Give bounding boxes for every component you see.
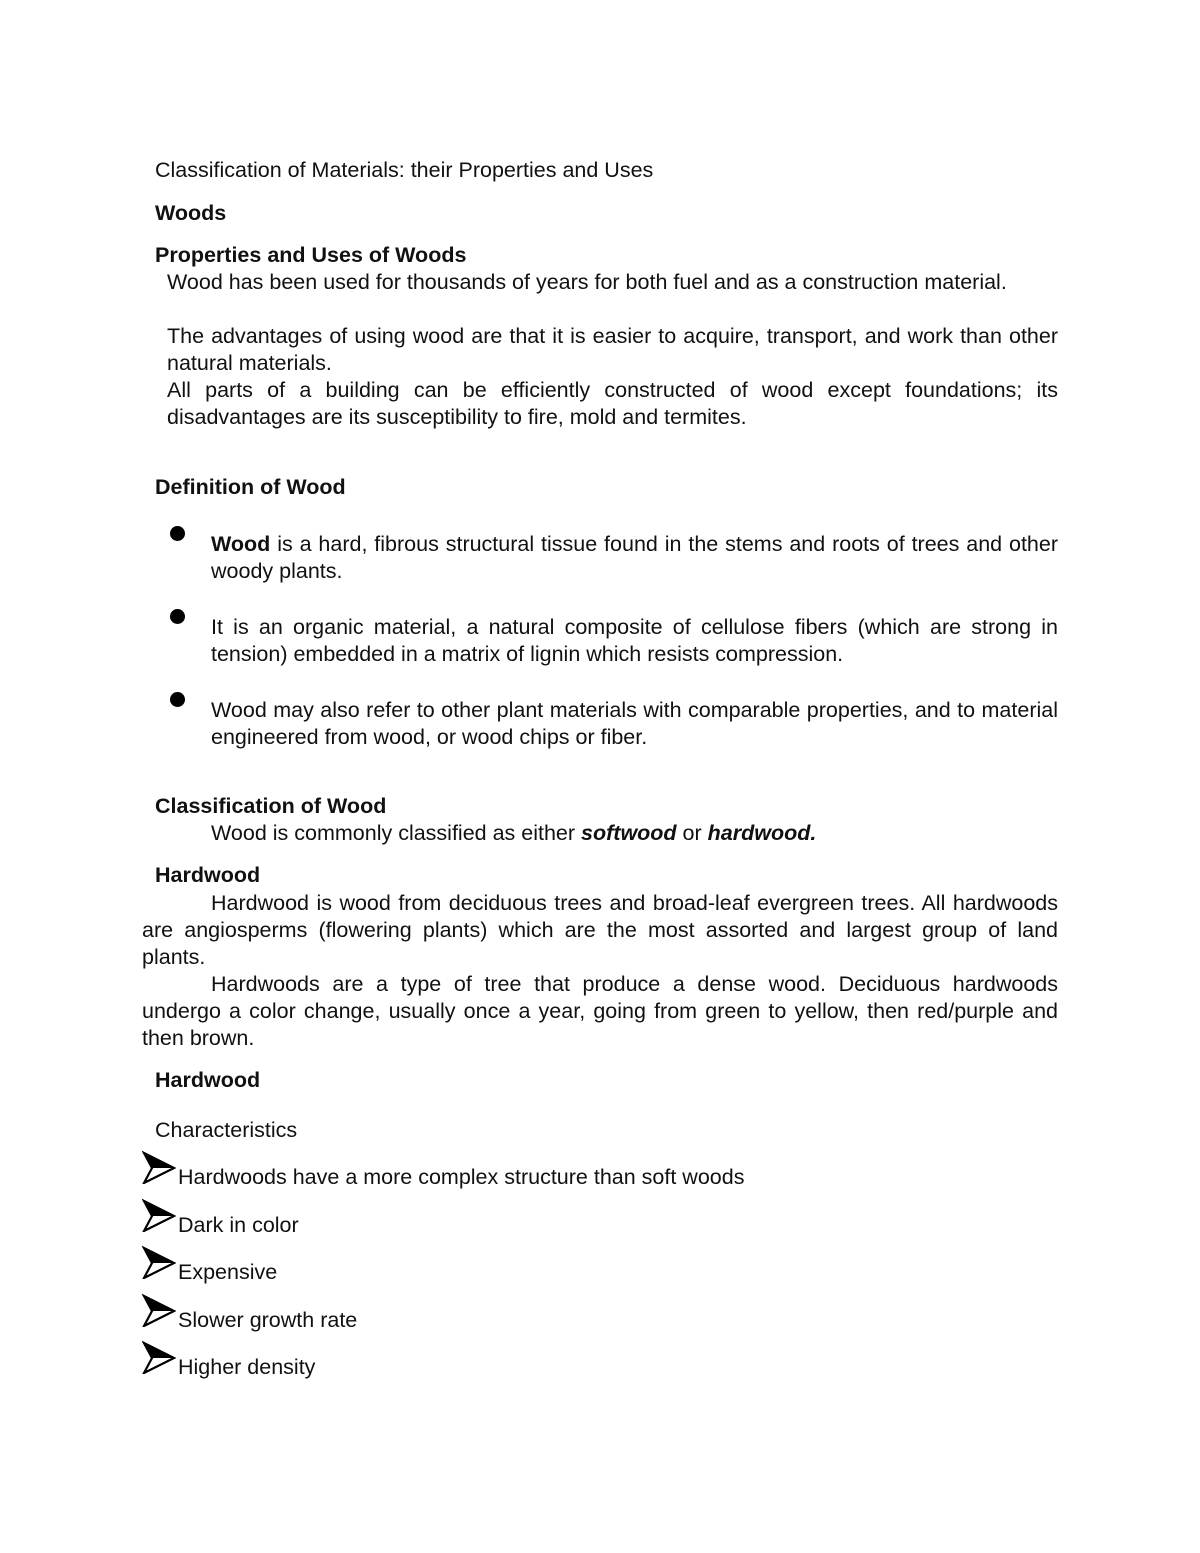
arrow-bullet-icon [142,1198,176,1232]
hardwood-paragraph-1: Hardwood is wood from deciduous trees and broad-leaf evergreen trees. All hardwoods are angiosperms (flowering plants) which are the most assorted and largest group of land plants. [142,891,1058,969]
properties-paragraph-3: All parts of a building can be efficiently constructed of wood except foundations; its disadvantages are its susceptibility to fire, mold and termites. [167,378,1058,429]
definition-bullet-1-text: is a hard, fibrous structural tissue found in the stems and roots of trees and other woody plants. [211,532,1058,583]
section-heading-woods: Woods [155,201,227,225]
definition-bullet-2: It is an organic material, a natural composite of cellulose fibers (which are strong in tension) embedded in a matrix of lignin which resists compression. [211,615,1058,666]
characteristics-item: Dark in color [178,1212,299,1237]
characteristics-item: Expensive [178,1260,278,1284]
bullet-dot-icon [170,692,185,707]
arrow-bullet-icon [142,1340,176,1374]
characteristics-item: Higher density [178,1355,316,1379]
definition-bullet-3: Wood may also refer to other plant materials with comparable properties, and to material engineered from wood, or wood chips or fiber. [211,698,1058,749]
hardwood-paragraph-2: Hardwoods are a type of tree that produce a dense wood. Deciduous hardwoods undergo a color change, usually once a year, going from green to yellow, then red/purple and then brown. [142,972,1058,1050]
hardwood-heading: Hardwood [155,863,261,887]
characteristics-section-heading: Hardwood [155,1068,261,1092]
arrow-bullet-icon [142,1150,176,1184]
arrow-bullet-icon [142,1245,176,1279]
definition-bullet-1-term: Wood [211,532,271,556]
classification-heading: Classification of Wood [155,794,387,818]
characteristics-subheading: Characteristics [155,1118,298,1142]
properties-heading: Properties and Uses of Woods [155,243,467,267]
bullet-dot-icon [170,526,185,541]
hardwood-term: hardwood. [707,821,817,845]
definition-bullet-1 [211,531,1058,585]
softwood-term: softwood [581,821,677,845]
properties-paragraph-1: Wood has been used for thousands of years for both fuel and as a construction material. [167,270,1007,294]
classification-or: or [676,821,708,845]
page-title: Classification of Materials: their Properties and Uses [155,158,654,182]
classification-text-start: Wood is commonly classified as either [211,821,582,845]
characteristics-item: Slower growth rate [178,1307,358,1332]
arrow-bullet-icon [142,1293,176,1327]
classification-text [211,821,816,846]
characteristics-item: Hardwoods have a more complex structure than soft woods [178,1165,745,1189]
bullet-dot-icon [170,609,185,624]
properties-paragraph-2: The advantages of using wood are that it is easier to acquire, transport, and work than other natural materials. [167,324,1058,375]
definition-heading: Definition of Wood [155,475,346,499]
